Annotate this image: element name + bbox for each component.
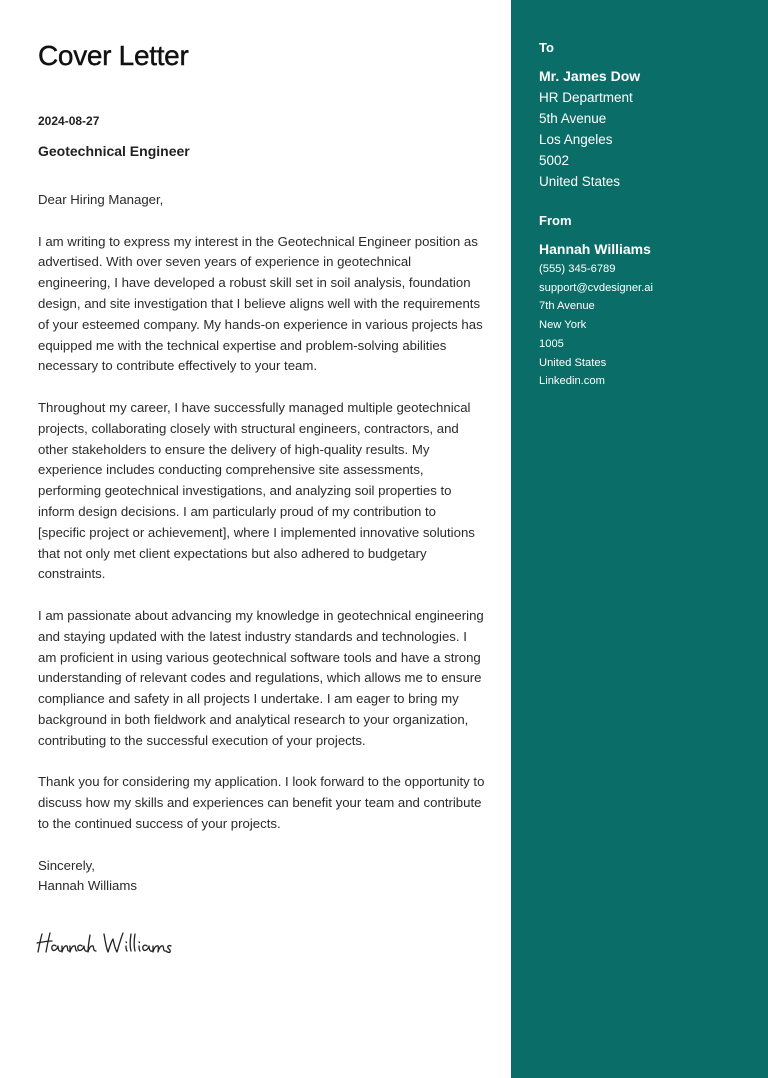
sender-block: [539, 239, 759, 391]
letter-date: 2024-08-27: [38, 114, 100, 128]
sender-website: Linkedin.com: [539, 375, 605, 388]
handwritten-signature: [36, 925, 186, 959]
sender-email: support@cvdesigner.ai: [539, 281, 653, 294]
paragraph-1: I am writing to express my interest in the Geotechnical Engineer position as advertised. With over seven years of experience in geotechnical engineering, I have developed a robust skill set in soil analysis, foundation design, and site investigation that I believe aligns well with the requirements of your esteemed company. My hands-on experience in various projects has equipped me with the technical expertise and problem-solving abilities necessary to contribute effectively to your team.: [38, 233, 483, 374]
paragraph-3: I am passionate about advancing my knowledge in geotechnical engineering and staying updated with the latest industry standards and technologies. I am proficient in using various geotechnical software tools and have a strong understanding of relevant codes and regulations, which allows me to ensure compliance and safety in all projects I undertake. I am eager to bring my background in both fieldwork and analytical research to your organization, contributing to the successful execution of your projects.: [38, 607, 484, 748]
sender-city: New York: [539, 319, 587, 332]
paragraph-4: Thank you for considering my application. I look forward to the opportunity to discuss how my skills and experiences can benefit your team and contribute to the continued success of your projects.: [38, 774, 485, 831]
sender-postal: 1005: [539, 337, 564, 350]
to-heading: To: [539, 40, 554, 55]
paragraph-2: Throughout my career, I have successfully managed multiple geotechnical projects, collaborating closely with structural engineers, contractors, and other stakeholders to ensure the delivery of high-quality results. My experience includes conducting comprehensive site assessments, performing geotechnical investigations, and analyzing soil properties to inform design decisions. I am particularly proud of my contribution to [specific project or achievement], where I implemented innovative solutions that not only met client expectations but also adhered to budgetary constraints.: [38, 399, 475, 582]
contact-sidebar: [511, 0, 768, 1078]
sender-street: 7th Avenue: [539, 300, 595, 313]
from-heading: From: [539, 213, 572, 228]
letter-content: [38, 190, 486, 897]
sender-phone: (555) 345-6789: [539, 263, 616, 275]
salutation: Dear Hiring Manager,: [38, 192, 164, 207]
recipient-department: HR Department: [539, 90, 633, 105]
recipient-postal: 5002: [539, 153, 570, 168]
closing: Sincerely,: [38, 857, 95, 873]
recipient-name: Mr. James Dow: [539, 68, 641, 84]
recipient-block: [539, 66, 759, 192]
recipient-city: Los Angeles: [539, 132, 613, 147]
job-position: Geotechnical Engineer: [38, 143, 190, 159]
sender-name: Hannah Williams: [539, 241, 651, 257]
recipient-country: United States: [539, 174, 621, 189]
page-title: Cover Letter: [38, 40, 189, 71]
signoff-name: Hannah Williams: [38, 878, 137, 894]
recipient-street: 5th Avenue: [539, 111, 607, 126]
sender-country: United States: [539, 356, 607, 369]
